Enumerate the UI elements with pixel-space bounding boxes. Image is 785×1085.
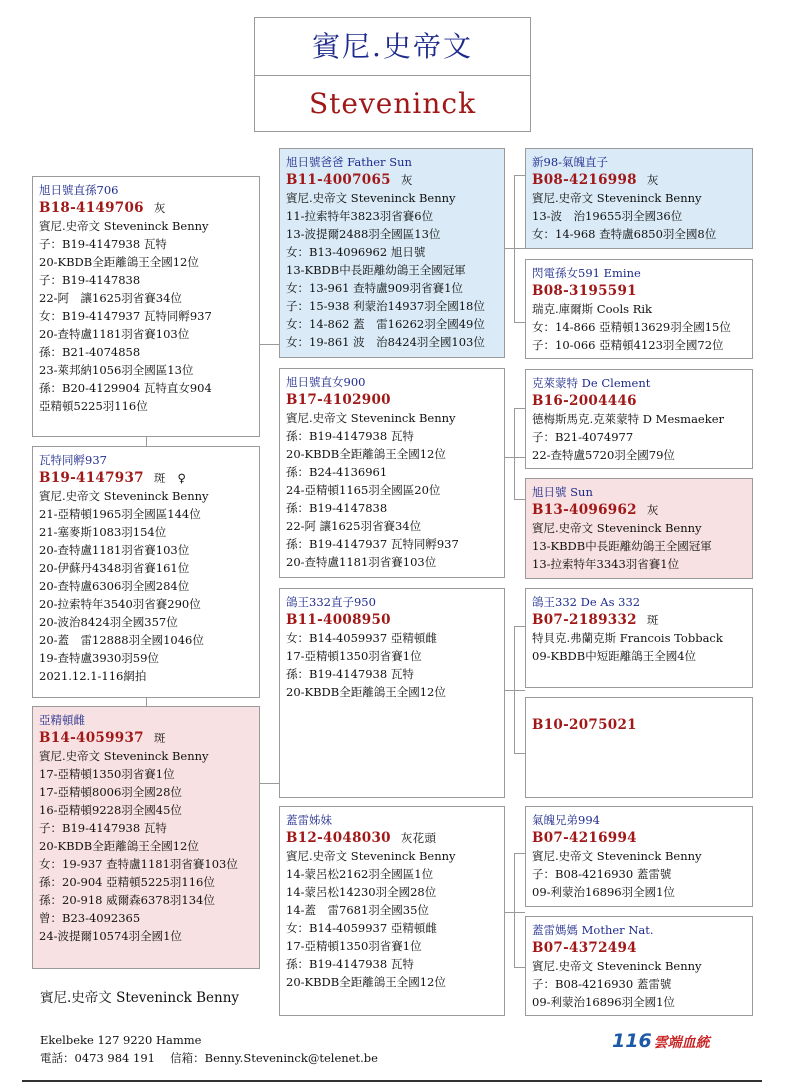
record-line: 20-波治8424羽全國357位	[39, 615, 178, 629]
record-line: 子：B21-4074977	[532, 430, 634, 444]
record-line: 曾：B23-4092365	[39, 911, 141, 925]
record-line: 子：15-938 利蒙治14937羽全國18位	[286, 299, 485, 313]
record-line: 孫：B20-4129904 瓦特直女904	[39, 381, 212, 395]
sire-dam-card	[279, 368, 505, 578]
record-line: 14-蒙呂松14230羽全國28位	[286, 885, 437, 899]
record-line: 20-KBDB全距離鴿王全國12位	[286, 447, 446, 461]
connector	[514, 175, 525, 176]
subject-card	[32, 176, 260, 437]
dds-card	[525, 806, 753, 907]
sds-card	[525, 369, 753, 469]
sds-ring-number: B16-2004446	[532, 393, 637, 409]
ddd-name: 蓋雷媽媽 Mother Nat.	[532, 923, 654, 937]
record-line: 09-利蒙治16896羽全國1位	[532, 995, 675, 1009]
sire-ring-number: B19-4147937	[39, 470, 144, 486]
connector	[514, 408, 525, 409]
record-line: 子：B08-4216930 蓋雷號	[532, 867, 672, 881]
record-line: 子：B19-4147838	[39, 273, 141, 287]
dam-name: 亞精頓雌	[39, 713, 85, 727]
connector	[259, 783, 280, 784]
record-line: 女：19-937 查特盧1181羽省賽103位	[39, 857, 238, 871]
record-line: 09-KBDB中短距離鴿王全國4位	[532, 649, 697, 663]
footer-rule	[22, 1080, 762, 1082]
record-line: 孫：20-918 威爾森6378羽134位	[39, 893, 215, 907]
subject-name: 旭日號直孫706	[39, 183, 119, 197]
record-line: 21-塞麥斯1083羽154位	[39, 525, 167, 539]
ssd-details	[532, 300, 746, 354]
dam-dam-card	[279, 806, 505, 1016]
breeder-contact: 電話：0473 984 191 信箱：Benny.Steveninck@telenet.be	[40, 1051, 378, 1065]
record-line: 11-拉索特年3823羽省賽6位	[286, 209, 434, 223]
ddd-details	[532, 957, 746, 1011]
record-line: 女：14-968 查特盧6850羽全國8位	[532, 227, 717, 241]
dss-color: 斑	[646, 613, 659, 627]
record-line: 瑞克.庫爾斯 Cools Rik	[532, 302, 652, 316]
subject-ring-number: B18-4149706	[39, 200, 144, 216]
record-line: 13-波 治19655羽全國36位	[532, 209, 683, 223]
record-line: 賓尼.史帝文 Steveninck Benny	[532, 521, 702, 535]
record-line: 20-查特盧1181羽省賽103位	[286, 555, 437, 569]
record-line: 24-波提爾10574羽全國1位	[39, 929, 182, 943]
record-line: 孫：B19-4147838	[286, 501, 388, 515]
sire-sire-card	[279, 148, 505, 358]
connector	[259, 344, 280, 345]
record-line: 14-蓋 雷7681羽全國35位	[286, 903, 429, 917]
dds-name: 氣魄兄弟994	[532, 813, 600, 827]
record-line: 20-KBDB全距離鴿王全國12位	[286, 685, 446, 699]
connector	[514, 626, 525, 627]
record-line: 孫：B24-4136961	[286, 465, 388, 479]
connector	[514, 853, 515, 968]
record-line: 17-亞精頓1350羽省賽1位	[286, 939, 422, 953]
record-line: 17-亞精頓8006羽全國28位	[39, 785, 182, 799]
connector	[514, 753, 525, 754]
record-line: 亞精頓5225羽116位	[39, 399, 148, 413]
record-line: 09-利蒙治16896羽全國1位	[532, 885, 675, 899]
sdd-name: 旭日號 Sun	[532, 485, 593, 499]
subject-details	[39, 217, 253, 415]
dds-details	[532, 847, 746, 901]
record-line: 20-查特盧1181羽省賽103位	[39, 327, 190, 341]
title-box	[254, 17, 531, 132]
sss-name: 新98-氣魄直子	[532, 155, 609, 169]
connector	[514, 499, 525, 500]
record-line: 13-波提爾2488羽全國區13位	[286, 227, 441, 241]
sss-card	[525, 148, 753, 249]
dam-ring-number: B14-4059937	[39, 730, 144, 746]
dss-card	[525, 588, 753, 688]
connector	[514, 322, 525, 323]
sss-color: 灰	[646, 173, 659, 187]
record-line: 賓尼.史帝文 Steveninck Benny	[532, 959, 702, 973]
sire-sire-details	[286, 189, 498, 351]
record-line: 孫：20-904 亞精頓5225羽116位	[39, 875, 215, 889]
record-line: 19-查特盧3930羽59位	[39, 651, 159, 665]
record-line: 孫：B19-4147938 瓦特	[286, 429, 414, 443]
record-line: 賓尼.史帝文 Steveninck Benny	[39, 219, 209, 233]
record-line: 20-查特盧1181羽省賽103位	[39, 543, 190, 557]
dam-dam-name: 蓋雷姊妹	[286, 813, 332, 827]
sire-dam-name: 旭日號直女900	[286, 375, 366, 389]
sire-sire-name: 旭日號爸爸 Father Sun	[286, 155, 412, 169]
ssd-ring-number: B08-3195591	[532, 283, 637, 299]
dam-color: 斑	[153, 731, 166, 745]
record-line: 22-阿 讓1625羽省賽34位	[39, 291, 182, 305]
dds-ring-number: B07-4216994	[532, 830, 637, 846]
record-line: 女：19-861 波 治8424羽全國103位	[286, 335, 485, 349]
record-line: 賓尼.史帝文 Steveninck Benny	[532, 191, 702, 205]
connector	[514, 408, 515, 500]
record-line: 賓尼.史帝文 Steveninck Benny	[39, 749, 209, 763]
sire-name: 瓦特同孵937	[39, 453, 107, 467]
record-line: 22-阿 讓1625羽省賽34位	[286, 519, 422, 533]
record-line: 20-拉索特年3540羽省賽290位	[39, 597, 201, 611]
brand-logo	[612, 1030, 710, 1052]
dam-card	[32, 706, 260, 969]
record-line: 子：10-066 亞精頓4123羽全國72位	[532, 338, 724, 352]
record-line: 23-萊邦納1056羽全國區13位	[39, 363, 194, 377]
record-line: 女：14-866 亞精頓13629羽全國15位	[532, 320, 731, 334]
sds-name: 克萊蒙特 De Clement	[532, 376, 651, 390]
record-line: 子：B19-4147938 瓦特	[39, 237, 167, 251]
record-line: 女：B13-4096962 旭日號	[286, 245, 426, 259]
title-english: Steveninck	[308, 87, 477, 120]
dam-dam-details	[286, 847, 498, 991]
sire-details	[39, 487, 253, 685]
record-line: 女：B14-4059937 亞精頓雌	[286, 631, 437, 645]
record-line: 特貝克.弗蘭克斯 Francois Tobback	[532, 631, 723, 645]
sss-ring-number: B08-4216998	[532, 172, 637, 188]
record-line: 賓尼.史帝文 Steveninck Benny	[532, 849, 702, 863]
record-line: 13-拉索特年3343羽省賽1位	[532, 557, 680, 571]
dam-sire-card	[279, 588, 505, 798]
connector	[514, 853, 525, 854]
sds-details	[532, 410, 746, 464]
dss-name: 鴿王332 De As 332	[532, 595, 641, 609]
title-chinese: 賓尼.史帝文	[255, 18, 530, 76]
record-line: 孫：B19-4147937 瓦特同孵937	[286, 537, 459, 551]
record-line: 女：13-961 查特盧909羽省賽1位	[286, 281, 463, 295]
record-line: 20-伊蘇丹4348羽省賽161位	[39, 561, 190, 575]
record-line: 21-亞精頓1965羽全國區144位	[39, 507, 201, 521]
ssd-card	[525, 259, 753, 359]
sire-sire-color: 灰	[400, 173, 413, 187]
dam-sire-details	[286, 629, 498, 701]
connector	[514, 967, 525, 968]
record-line: 20-查特盧6306羽全國284位	[39, 579, 190, 593]
record-line: 20-KBDB全距離鴿王全國12位	[39, 839, 199, 853]
sire-color: 斑 ♀	[153, 471, 187, 485]
record-line: 17-亞精頓1350羽省賽1位	[286, 649, 422, 663]
breeder-address: Ekelbeke 127 9220 Hamme	[40, 1033, 202, 1047]
sdd-color: 灰	[646, 503, 659, 517]
record-line: 子：B08-4216930 蓋雷號	[532, 977, 672, 991]
dss-ring-number: B07-2189332	[532, 612, 637, 628]
record-line: 17-亞精頓1350羽省賽1位	[39, 767, 175, 781]
record-line: 13-KBDB中長距離幼鴿王全國冠軍	[532, 539, 712, 553]
logo-number: 116	[612, 1030, 652, 1052]
record-line: 20-KBDB全距離鴿王全國12位	[39, 255, 199, 269]
record-line: 孫：B19-4147938 瓦特	[286, 957, 414, 971]
subject-color: 灰	[153, 201, 166, 215]
logo-text: 雲端血統	[653, 1035, 710, 1051]
record-line: 16-亞精頓9228羽全國45位	[39, 803, 182, 817]
sire-sire-ring-number: B11-4007065	[286, 172, 391, 188]
dam-dam-ring-number: B12-4048030	[286, 830, 391, 846]
record-line: 賓尼.史帝文 Steveninck Benny	[286, 191, 456, 205]
sire-card	[32, 446, 260, 698]
record-line: 20-KBDB全距離鴿王全國12位	[286, 975, 446, 989]
dam-details	[39, 747, 253, 945]
record-line: 2021.12.1-116網拍	[39, 669, 147, 683]
ssd-name: 閃電孫女591 Emine	[532, 266, 641, 280]
record-line: 孫：B21-4074858	[39, 345, 141, 359]
record-line: 子：B19-4147938 瓦特	[39, 821, 167, 835]
record-line: 賓尼.史帝文 Steveninck Benny	[39, 489, 209, 503]
record-line: 女：B19-4147937 瓦特同孵937	[39, 309, 212, 323]
sdd-ring-number: B13-4096962	[532, 502, 637, 518]
record-line: 14-蒙呂松2162羽全國區1位	[286, 867, 434, 881]
dss-details	[532, 629, 746, 665]
sss-details	[532, 189, 746, 243]
dam-sire-ring-number: B11-4008950	[286, 612, 391, 628]
record-line: 德梅斯馬克.克萊蒙特 D Mesmaeker	[532, 412, 725, 426]
dsd-card	[525, 697, 753, 798]
record-line: 20-蓋 雷12888羽全國1046位	[39, 633, 204, 647]
connector	[514, 626, 515, 754]
breeder-name: 賓尼.史帝文 Steveninck Benny	[40, 990, 240, 1006]
dam-sire-name: 鴿王332直子950	[286, 595, 376, 609]
record-line: 女：14-862 蓋 雷16262羽全國49位	[286, 317, 485, 331]
record-line: 孫：B19-4147938 瓦特	[286, 667, 414, 681]
sire-dam-details	[286, 409, 498, 571]
record-line: 13-KBDB中長距離幼鴿王全國冠軍	[286, 263, 466, 277]
sdd-details	[532, 519, 746, 573]
record-line: 24-亞精頓1165羽全國區20位	[286, 483, 441, 497]
record-line: 賓尼.史帝文 Steveninck Benny	[286, 411, 456, 425]
record-line: 女：B14-4059937 亞精頓雌	[286, 921, 437, 935]
record-line: 22-查特盧5720羽全國79位	[532, 448, 675, 462]
ddd-ring-number: B07-4372494	[532, 940, 637, 956]
ddd-card	[525, 916, 753, 1016]
connector	[514, 175, 515, 323]
sire-dam-ring-number: B17-4102900	[286, 392, 391, 408]
dsd-ring-number: B10-2075021	[532, 717, 637, 733]
sdd-card	[525, 478, 753, 579]
record-line: 賓尼.史帝文 Steveninck Benny	[286, 849, 456, 863]
dam-dam-color: 灰花頭	[400, 831, 437, 845]
